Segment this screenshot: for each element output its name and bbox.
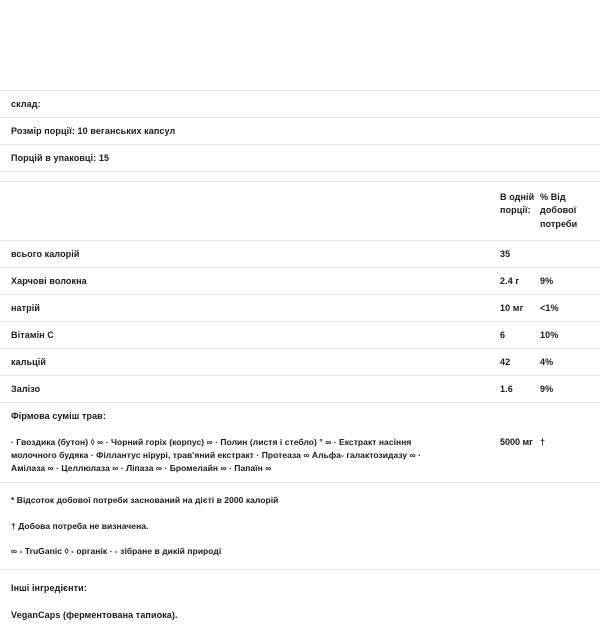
- nutrient-name: всього калорій: [11, 248, 80, 259]
- nutrient-amount: 1.6: [500, 384, 513, 395]
- serving-size: Розмір порції: 10 веганських капсул: [11, 126, 176, 137]
- servings-per-container: Порцій в упаковці: 15: [11, 153, 110, 164]
- nutrient-daily-value: 4%: [540, 357, 554, 368]
- nutrient-daily-value: 9%: [540, 384, 554, 395]
- nutrient-daily-value: 10%: [540, 329, 559, 340]
- nutrient-amount: 6: [500, 329, 506, 340]
- blend-ingredient-line: · Гвоздика (бутон) ◊ ∞ · Чорний горіх (корпус) ∞ · Полин (листя і стебло) ° ∞ · Екстракт насіння: [11, 436, 412, 447]
- nutrient-daily-value: 9%: [540, 275, 554, 286]
- nutrient-name: Залізо: [11, 384, 41, 395]
- nutrient-amount: 2.4 г: [500, 275, 520, 286]
- nutrient-amount: 42: [500, 357, 511, 368]
- nutrient-daily-value: <1%: [540, 302, 559, 313]
- blend-ingredient-line: Амілаза ∞ · Целлюлаза ∞ · Ліпаза ∞ · Бромелайн ∞ · Папаїн ∞: [11, 462, 272, 473]
- table-row: [0, 322, 600, 348]
- nutrient-name: Харчові волокна: [11, 275, 87, 286]
- table-row: [0, 376, 600, 402]
- proprietary-blend-row: [0, 430, 600, 483]
- table-header-row: [0, 182, 600, 239]
- nutrient-name: Вітамін C: [11, 329, 54, 340]
- footnote-symbol-legend: ∞ - TruGanic ◊ - органік · - зібране в дикій природі: [11, 546, 222, 556]
- table-row: [0, 295, 600, 321]
- header-amount-per-serving: В одній порції:: [500, 192, 535, 216]
- top-spacer: [0, 0, 600, 90]
- other-ingredients-title: Інші інгредієнти:: [11, 583, 87, 594]
- nutrient-amount: 10 мг: [500, 302, 524, 313]
- nutrient-name: кальцій: [11, 357, 47, 368]
- blend-daily-value: †: [540, 436, 546, 447]
- footnote-daily-value-not-established: † Добова потреба не визначена.: [11, 520, 149, 531]
- nutrient-amount: 35: [500, 248, 511, 259]
- panel-title: склад:: [11, 99, 41, 109]
- blend-amount: 5000 мг: [500, 436, 533, 447]
- table-row: [0, 349, 600, 375]
- other-ingredients-value: VeganCaps (ферментована тапиока).: [11, 609, 178, 620]
- blend-ingredient-list: [11, 436, 500, 476]
- blend-ingredient-line: молочного будяка · Філлантус нірурі, трав'яний екстракт · Протеаза ∞ Альфа- галактозидазу ∞ ·: [11, 449, 422, 460]
- table-row: [0, 241, 600, 267]
- proprietary-blend-title: Фірмова суміш трав:: [11, 411, 106, 422]
- table-row: [0, 268, 600, 294]
- footnote-daily-value-basis: * Відсоток добової потреби заснований на дієті в 2000 калорій: [11, 495, 279, 506]
- section-gap: [0, 172, 600, 181]
- header-daily-value: % Від добової потреби: [540, 192, 578, 229]
- nutrient-name: натрій: [11, 302, 40, 313]
